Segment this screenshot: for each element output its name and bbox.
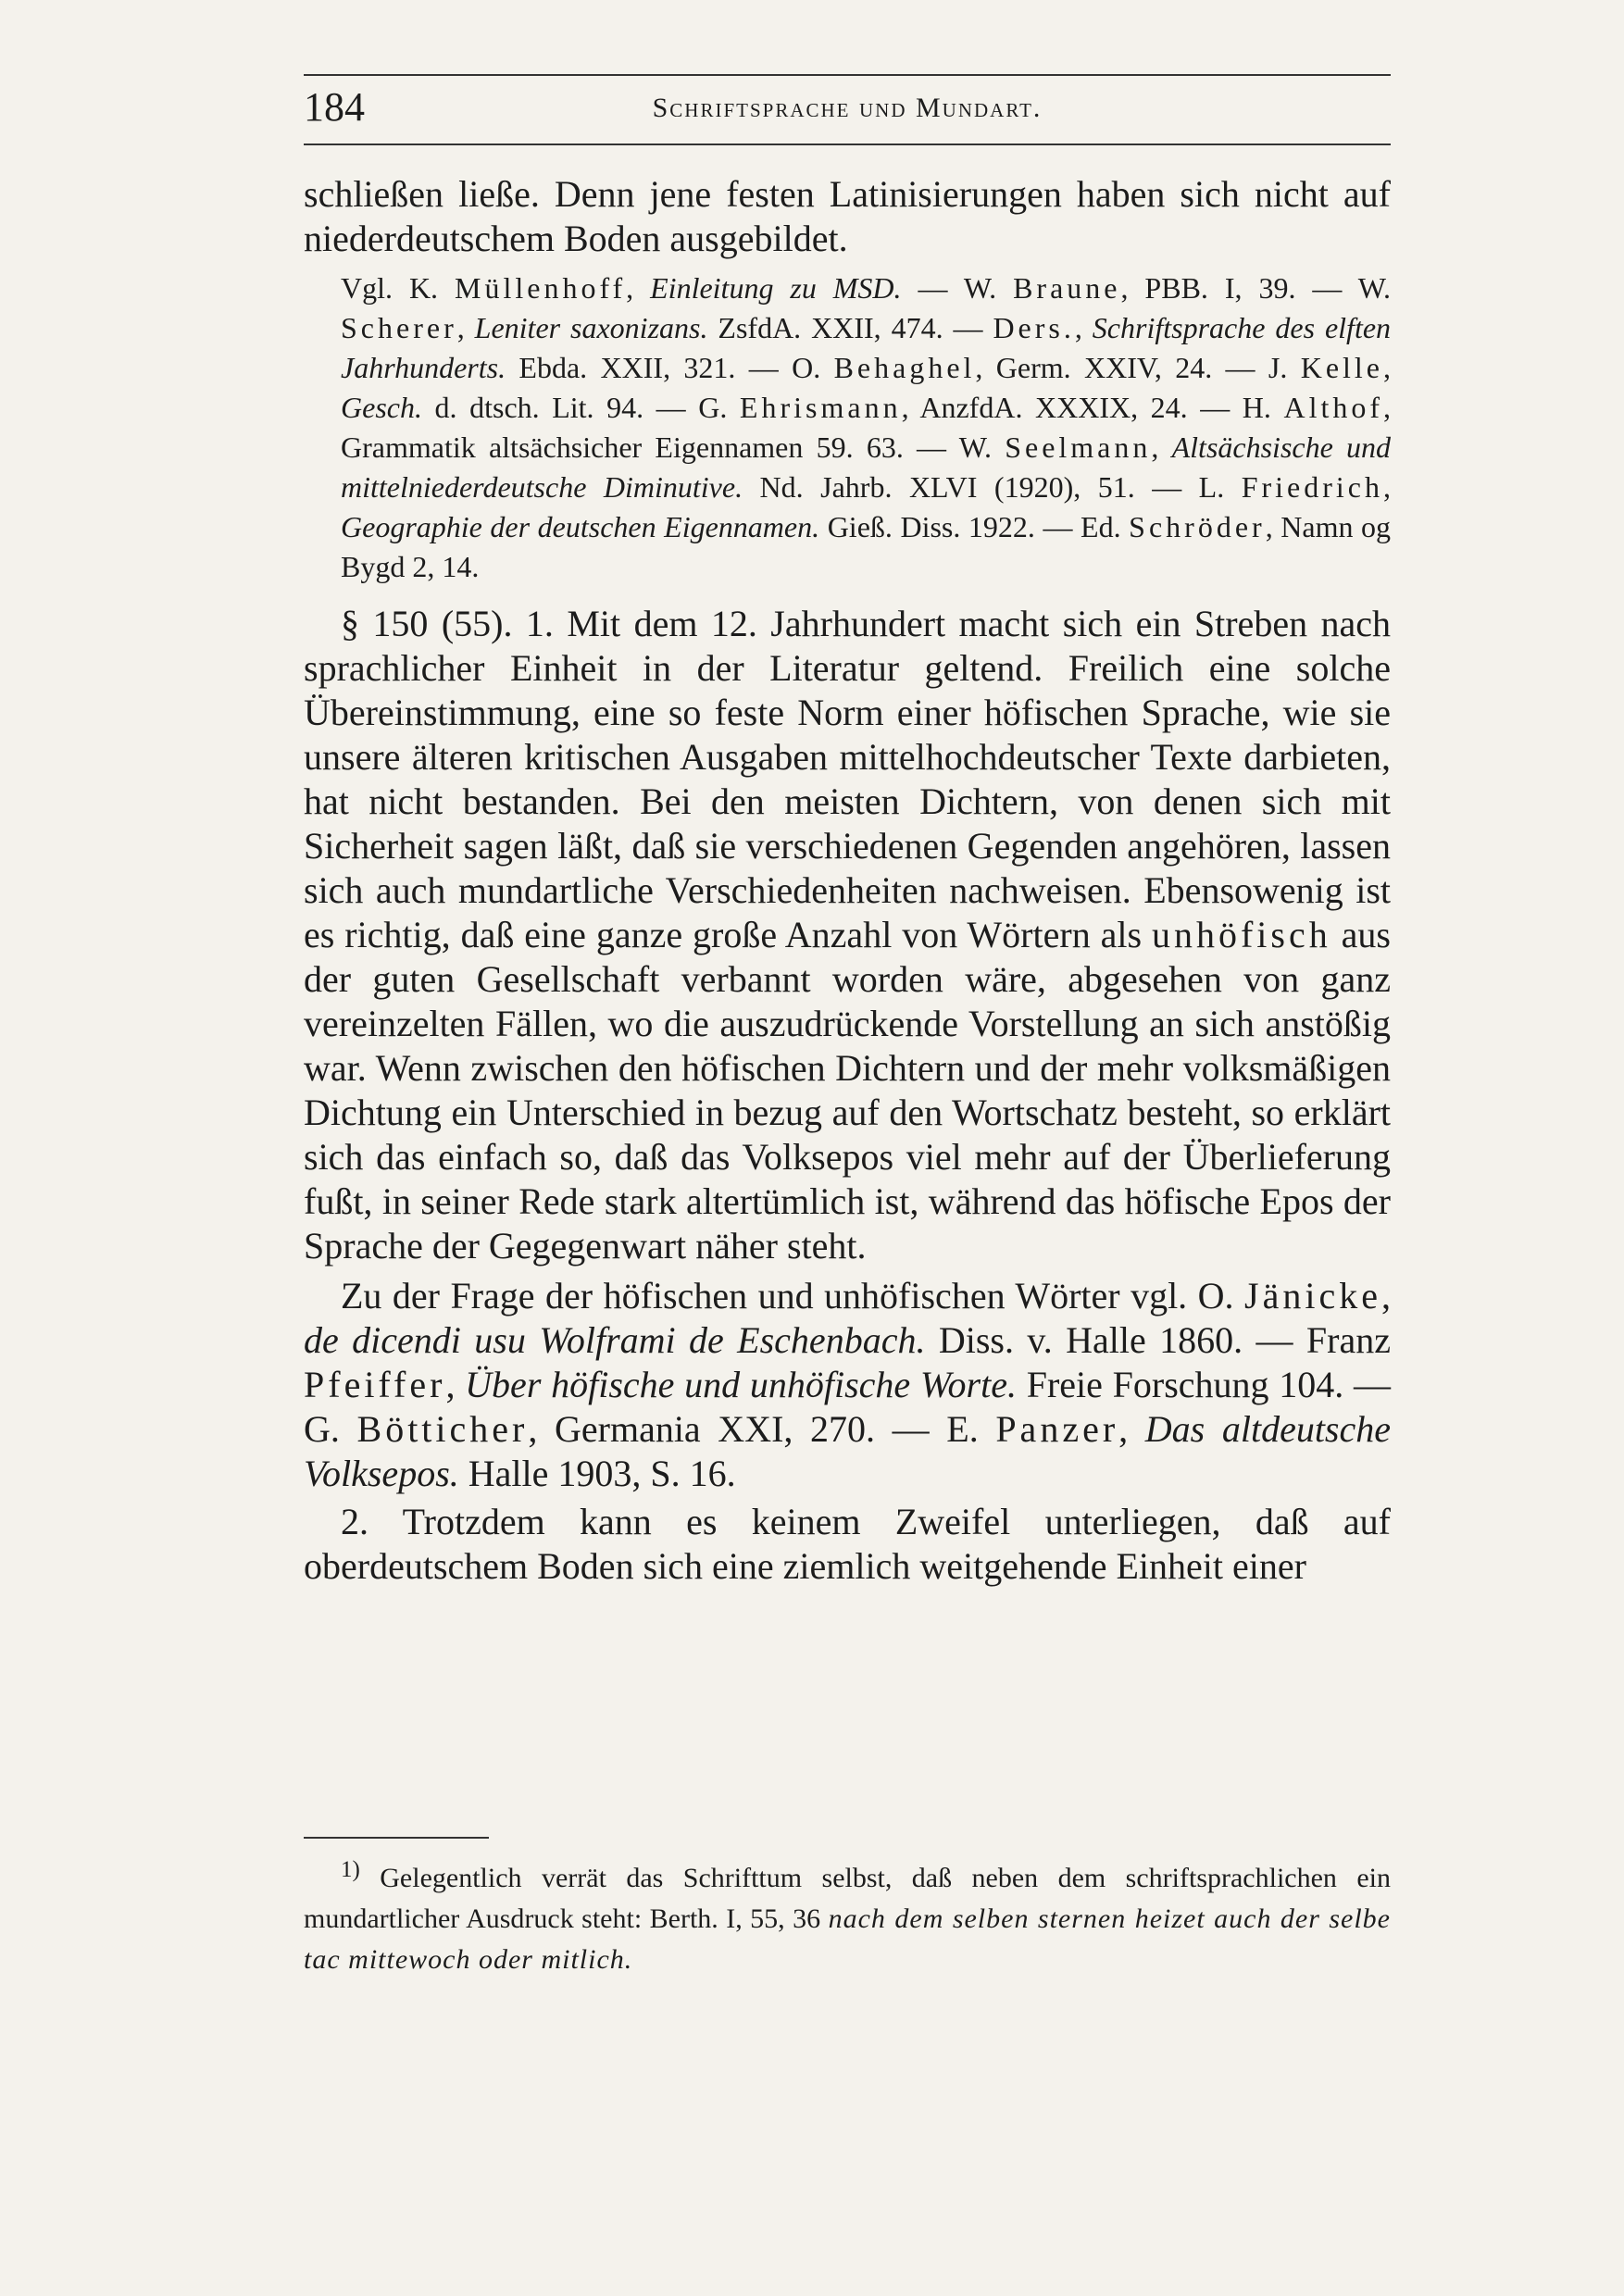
bibliography-references: Vgl. K. Müllenhoff, Einleitung zu MSD. — W. Braune, PBB. I, 39. — W. Scherer, Leniter saxonizans. ZsfdA. XXII, 474. — Ders., Schriftsprache des elften Jahrhunderts. Ebda. XXII, 321. — O. Behaghel, Germ. XXIV, 24. — J. Kelle, Gesch. d. dtsch. Lit. 94. — G. Ehrismann, AnzfdA. XXXIX, 24. — H. Althof, Grammatik altsächsicher Eigennamen 59. 63. — W. Seelmann, Altsächsische und mittelniederdeutsche Diminutive. Nd. Jahrb. XLVI (1920), 51. — L. Friedrich, Geographie der deutschen Eigennamen. Gieß. Diss. 1922. — Ed. Schröder, Namn og Bygd 2, 14. (341, 271, 1392, 583)
main-text (304, 172, 1391, 1589)
page-number: 184 (304, 84, 365, 130)
paragraph-2: 2. Trotzdem kann es keinem Zweifel unterliegen, daß auf oberdeutschem Boden sich eine ziemlich weitgehende Einheit einer (304, 1501, 1391, 1587)
footnote-marker: 1) (341, 1857, 360, 1882)
header-rule (304, 144, 1391, 145)
footnote: $^{1)}$ Gelegentlich verrät das Schrifttum selbst, daß neben dem schriftsprachlichen ein mundartlicher Ausdruck steht: Berth. I, 55, 36 nach dem selben sternen heizet auch der selbe tac mittewoch oder mitlich. (304, 1857, 1391, 1975)
section-number: § 150 (55). 1. (341, 603, 568, 644)
running-head (304, 83, 1391, 139)
top-rule (304, 74, 1391, 76)
section-150-paragraph: § 150 (55). 1. Mit dem 12. Jahrhundert macht sich ein Streben nach sprachlicher Einheit in der Literatur geltend. Freilich eine solche Übereinstimmung, eine so feste Norm einer höfischen Sprache, wie sie unsere älteren kritischen Ausgaben mittelhochdeutscher Texte darbieten, hat nicht bestanden. Bei den meisten Dichtern, von denen sich mit Sicherheit sagen läßt, daß sie verschiedenen Gegenden angehören, lassen sich auch mundartliche Verschiedenheiten nachweisen. Ebensowenig ist es richtig, daß eine ganze große Anzahl von Wörtern als unhöfisch aus der guten Gesellschaft verbannt worden wäre, abgesehen von ganz vereinzelten Fällen, wo die auszudrückende Vorstellung an sich anstößig war. Wenn zwischen den höfischen Dichtern und der mehr volksmäßigen Dichtung ein Unterschied in bezug auf den Wortschatz besteht, so erklärt sich das einfach so, daß das Volksepos viel mehr auf der Überlieferung fußt, in seiner Rede stark altertümlich ist, während das höfische Epos der Sprache der Gegegenwart näher steht. (304, 603, 1392, 1267)
paragraph-continuation: schließen ließe. Denn jene festen Latinisierungen haben sich nicht auf niederdeutschem Boden ausgebildet. (304, 173, 1391, 259)
running-title: Schriftsprache und Mundart. (652, 93, 1043, 123)
footnote-rule (304, 1837, 489, 1839)
court-words-references: Zu der Frage der höfischen und unhöfischen Wörter vgl. O. Jänicke, de dicendi usu Wolframi de Eschenbach. Diss. v. Halle 1860. — Franz Pfeiffer, Über höfische und unhöfische Worte. Freie Forschung 104. — G. Bötticher, Germania XXI, 270. — E. Panzer, Das altdeutsche Volksepos. Halle 1903, S. 16. (304, 1275, 1392, 1494)
